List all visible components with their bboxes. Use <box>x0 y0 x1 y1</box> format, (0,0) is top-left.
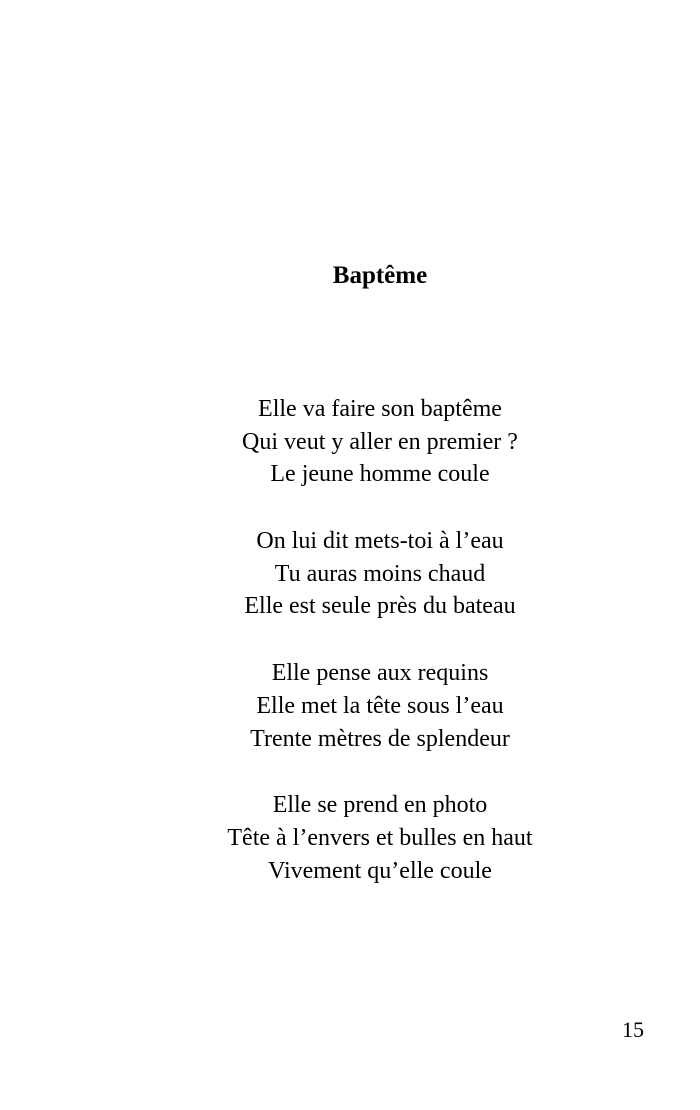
poem-line: Trente mètres de splendeur <box>250 725 510 752</box>
poem-line: On lui dit mets-toi à l’eau <box>256 528 504 555</box>
poem-line: Elle pense aux requins <box>271 660 489 687</box>
stanza-2 <box>0 525 700 623</box>
poem-body <box>0 393 700 921</box>
stanza-3 <box>0 657 700 755</box>
poem-line: Elle met la tête sous l’eau <box>256 692 504 719</box>
poem-line: Le jeune homme coule <box>270 461 490 488</box>
poem-line: Tu auras moins chaud <box>274 560 486 587</box>
poem-line: Elle est seule près du bateau <box>244 593 516 620</box>
poem-line: Vivement qu’elle coule <box>268 857 492 884</box>
stanza-1 <box>0 393 700 491</box>
poem-line: Qui veut y aller en premier ? <box>242 428 518 455</box>
poem-line: Tête à l’envers et bulles en haut <box>227 824 533 851</box>
poem-title: Baptême <box>332 262 428 289</box>
page-number: 15 <box>622 1017 644 1042</box>
poem-line: Elle se prend en photo <box>272 792 488 819</box>
poem-line: Elle va faire son baptême <box>258 396 502 422</box>
stanza-4 <box>0 789 700 887</box>
